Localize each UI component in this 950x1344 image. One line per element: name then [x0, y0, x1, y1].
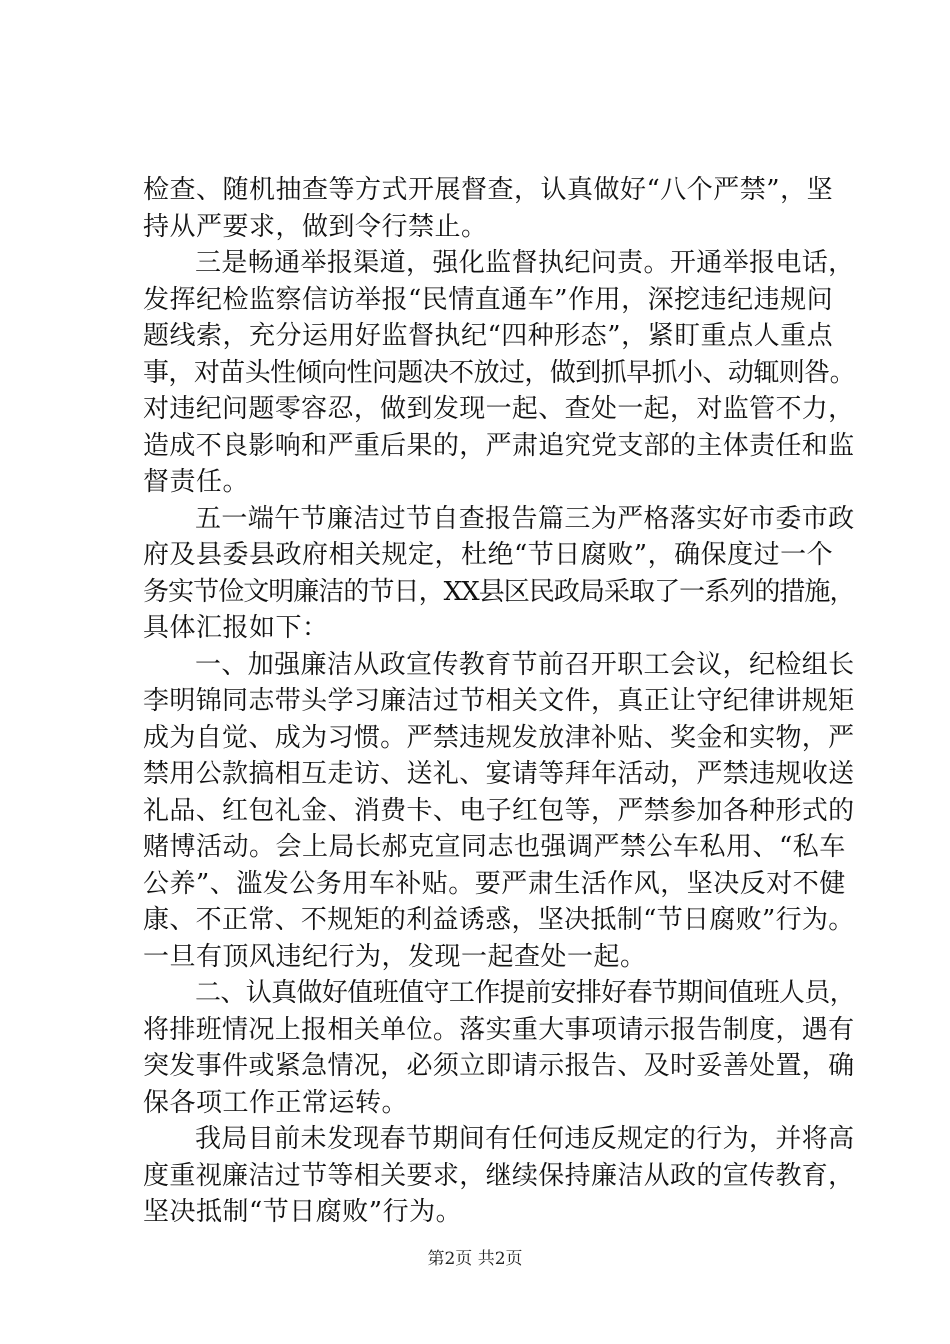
text-line: 禁用公款搞相互走访、送礼、宴请等拜年活动，严禁违规收送 [143, 759, 855, 789]
text-line: 一旦有顶风违纪行为，发现一起查处一起。 [143, 941, 647, 972]
text-line: 礼品、红包礼金、消费卡、电子红包等，严禁参加各种形式的 [143, 795, 855, 826]
page-footer: 第2页 共2页 [427, 1249, 523, 1269]
text-line: 检查、随机抽查等方式开展督查，认真做好“八个严禁”，坚 [143, 175, 834, 205]
document-body [143, 172, 855, 1231]
text-line: 成为自觉、成为习惯。严禁违规发放津补贴、奖金和实物，严 [143, 722, 855, 753]
text-line: 督责任。 [143, 467, 250, 497]
text-line: 造成不良影响和严重后果的，严肃追究党支部的主体责任和监 [143, 430, 855, 461]
text-line: 将排班情况上报相关单位。落实重大事项请示报告制度，遇有 [143, 1014, 855, 1045]
text-line: 突发事件或紧急情况，必须立即请示报告、及时妥善处置，确 [143, 1051, 855, 1081]
text-line: 题线索，充分运用好监督执纪“四种形态”，紧盯重点人重点 [143, 321, 834, 351]
text-line: 府及县委县政府相关规定，杜绝“节日腐败”，确保度过一个 [143, 540, 834, 570]
text-line: 五一端午节廉洁过节自查报告篇三为严格落实好市委市政 [195, 503, 855, 534]
text-line: 务实节俭文明廉洁的节日，XX县区民政局采取了一系列的措施， [143, 576, 855, 607]
text-line: 我局目前未发现春节期间有任何违反规定的行为，并将高 [195, 1124, 855, 1154]
text-line: 事，对苗头性倾向性问题决不放过，做到抓早抓小、动辄则咎。 [143, 357, 856, 388]
text-line: 赌博活动。会上局长郝克宣同志也强调严禁公车私用、“私车 [143, 832, 846, 862]
text-line: 公养”、滥发公务用车补贴。要严肃生活作风，坚决反对不健 [143, 868, 846, 899]
text-line: 三是畅通举报渠道，强化监督执纪问责。开通举报电话， [195, 248, 855, 278]
text-line: 具体汇报如下： [143, 613, 329, 643]
text-line: 对违纪问题零容忍，做到发现一起、查处一起，对监管不力， [143, 394, 855, 424]
text-line: 保各项工作正常运转。 [143, 1087, 409, 1118]
text-line: 康、不正常、不规矩的利益诱惑，坚决抵制“节日腐败”行为。 [143, 905, 855, 935]
text-line: 一、加强廉洁从政宣传教育节前召开职工会议，纪检组长 [195, 649, 855, 680]
text-line: 度重视廉洁过节等相关要求，继续保持廉洁从政的宣传教育， [143, 1160, 855, 1191]
text-line: 坚决抵制“节日腐败”行为。 [143, 1197, 463, 1227]
text-line: 发挥纪检监察信访举报“民情直通车”作用，深挖违纪违规问 [143, 284, 834, 315]
text-line: 李明锦同志带头学习廉洁过节相关文件，真正让守纪律讲规矩 [143, 686, 855, 716]
text-line: 二、认真做好值班值守工作提前安排好春节期间值班人员， [195, 978, 856, 1008]
text-line: 持从严要求，做到令行禁止。 [143, 211, 488, 242]
